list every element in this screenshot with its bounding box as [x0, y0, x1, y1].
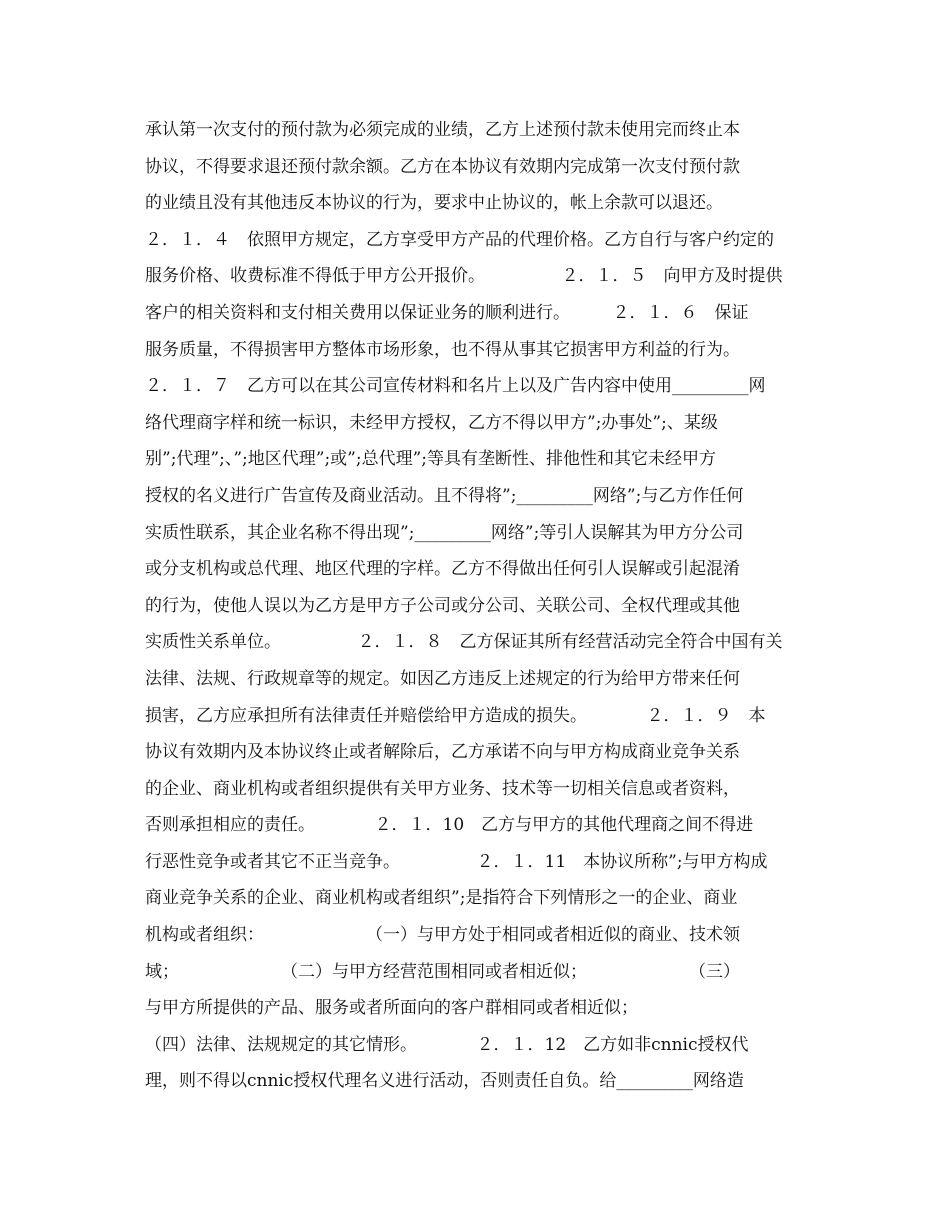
text-line: 否则承担相应的责任。 ２．１．10 乙方与甲方的其他代理商之间不得进 — [145, 815, 754, 836]
text-line: 实质性关系单位。 ２．１．８ 乙方保证其所有经营活动完全符合中国有关 — [145, 632, 783, 653]
text-line: 协议有效期内及本协议终止或者解除后，乙方承诺不向与甲方构成商业竞争关系 — [145, 742, 740, 763]
text-line: 别”;代理”;、”;地区代理”;或”;总代理”;等具有垄断性、排他性和其它未经甲方 — [145, 449, 717, 470]
text-line: 实质性联系，其企业名称不得出现”;_________网络”;等引人误解其为甲方分公司 — [145, 522, 744, 543]
text-line: 的业绩且没有其他违反本协议的行为，要求中止协议的，帐上余款可以退还。 — [145, 193, 723, 214]
text-line: 的行为，使他人误以为乙方是甲方子公司或分公司、关联公司、全权代理或其他 — [145, 595, 740, 616]
text-line: 机构或者组织： （一）与甲方处于相同或者相近似的商业、技术领 — [145, 925, 740, 946]
text-line: 行恶性竞争或者其它不正当竞争。 ２．１．11 本协议所称”;与甲方构成 — [145, 851, 768, 872]
text-line: （四）法律、法规规定的其它情形。 ２．１．12 乙方如非cnnic授权代 — [145, 1034, 749, 1055]
text-line: 域； （二）与甲方经营范围相同或者相近似； （三） — [145, 961, 740, 982]
text-line: 承认第一次支付的预付款为必须完成的业绩，乙方上述预付款未使用完而终止本 — [145, 120, 740, 140]
text-line: ２．１．７ 乙方可以在其公司宣传材料和名片上以及广告内容中使用_________网 — [145, 376, 766, 397]
text-line: 损害，乙方应承担所有法律责任并赔偿给甲方造成的损失。 ２．１．９ 本 — [145, 705, 766, 726]
text-line: 服务价格、收费标准不得低于甲方公开报价。 ２．１．５ 向甲方及时提供 — [145, 266, 783, 287]
text-line: 商业竞争关系的企业、商业机构或者组织”;是指符合下列情形之一的企业、商业 — [145, 888, 738, 909]
text-line: 服务质量，不得损害甲方整体市场形象，也不得从事其它损害甲方利益的行为。 — [145, 339, 740, 360]
text-line: 络代理商字样和统一标识，未经甲方授权，乙方不得以甲方”;办事处”;、某级 — [145, 412, 718, 433]
text-line: 授权的名义进行广告宣传及商业活动。且不得将”;_________网络”;与乙方作任何 — [145, 485, 744, 506]
text-line: 法律、法规、行政规章等的规定。如因乙方违反上述规定的行为给甲方带来任何 — [145, 668, 740, 689]
text-line: 客户的相关资料和支付相关费用以保证业务的顺利进行。 ２．１．６ 保证 — [145, 302, 749, 323]
document-body — [145, 112, 810, 1100]
text-line: 协议，不得要求退还预付款余额。乙方在本协议有效期内完成第一次支付预付款 — [145, 156, 740, 177]
text-line: ２．１．４ 依照甲方规定，乙方享受甲方产品的代理价格。乙方自行与客户约定的 — [145, 229, 774, 250]
text-line: 或分支机构或总代理、地区代理的字样。乙方不得做出任何引人误解或引起混淆 — [145, 559, 740, 580]
text-line: 理，则不得以cnnic授权代理名义进行活动，否则责任自负。给_________网络造 — [145, 1071, 744, 1092]
text-line: 与甲方所提供的产品、服务或者所面向的客户群相同或者相近似； — [145, 998, 638, 1019]
text-line: 的企业、商业机构或者组织提供有关甲方业务、技术等一切相关信息或者资料， — [145, 778, 740, 799]
